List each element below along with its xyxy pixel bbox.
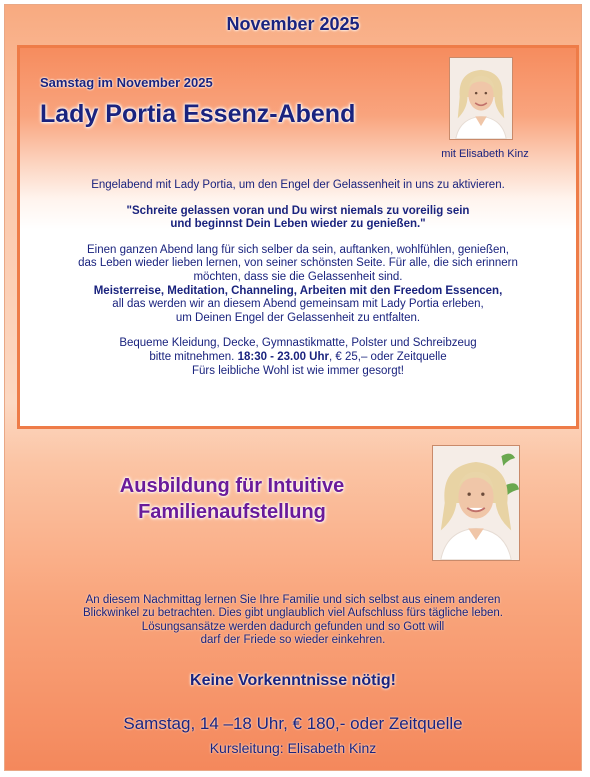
event1-bring-prefix: bitte mitnehmen. xyxy=(149,350,238,363)
event2-body-line1: An diesem Nachmittag lernen Sie Ihre Familie und sich selbst aus einem anderen xyxy=(85,594,501,606)
event-lady-portia-box xyxy=(17,45,579,429)
event1-quote-line1: "Schreite gelassen voran und Du wirst niemals zu voreilig sein xyxy=(126,204,470,217)
event2-title-line2: Familienaufstellung xyxy=(138,501,326,523)
event1-time: 18:30 - 23.00 Uhr xyxy=(237,350,329,363)
portrait-icon xyxy=(450,58,512,139)
event1-description xyxy=(20,179,576,378)
event1-host: mit Elisabeth Kinz xyxy=(441,148,529,160)
event2-body-line2: Blickwinkel zu betrachten. Dies gibt unglaublich viel Aufschluss fürs tägliche leben. xyxy=(83,607,503,620)
month-heading: November 2025 xyxy=(226,14,360,34)
flyer-page xyxy=(4,4,582,771)
event2-note: Keine Vorkenntnisse nötig! xyxy=(190,672,396,689)
event1-body-line2: das Leben wieder lieben lernen, von seiner schönsten Seite. Für alle, die sich erinnern xyxy=(78,257,518,270)
event1-bring-line2 xyxy=(20,351,576,365)
event1-food: Fürs leibliche Wohl ist wie immer gesorgt! xyxy=(192,364,404,377)
event2-body-line4: darf der Friede so wieder einkehren. xyxy=(200,634,386,647)
event2-title-line1: Ausbildung für Intuitive xyxy=(119,475,345,497)
event1-title: Lady Portia Essenz-Abend xyxy=(40,100,356,128)
course-portrait-photo xyxy=(432,445,520,561)
event1-intro: Engelabend mit Lady Portia, um den Engel der Gelassenheit in uns zu aktivieren. xyxy=(91,179,505,191)
event1-body-line3: möchten, dass sie die Gelassenheit sind. xyxy=(193,270,403,283)
event1-body-line1: Einen ganzen Abend lang für sich selber da sein, auftanken, wohlfühlen, genießen, xyxy=(87,243,509,256)
event1-bring-line1: Bequeme Kleidung, Decke, Gymnastikmatte, Polster und Schreibzeug xyxy=(119,337,477,350)
host-portrait-photo xyxy=(449,57,513,140)
event1-body-line6: um Deinen Engel der Gelassenheit zu entfalten. xyxy=(175,311,421,324)
event2-leader: Kursleitung: Elisabeth Kinz xyxy=(209,740,377,756)
event1-body-line4: Meisterreise, Meditation, Channeling, Arbeiten mit den Freedom Essencen, xyxy=(93,284,503,297)
event1-price: , € 25,– oder Zeitquelle xyxy=(329,350,447,363)
event2-schedule: Samstag, 14 –18 Uhr, € 180,- oder Zeitquelle xyxy=(123,714,463,733)
event1-body-line5: all das werden wir an diesem Abend gemeinsam mit Lady Portia erleben, xyxy=(112,298,484,311)
event2-title xyxy=(67,473,397,525)
event1-date: Samstag im November 2025 xyxy=(40,75,213,90)
event2-body-line3: Lösungsansätze werden dadurch gefunden und so Gott will xyxy=(141,620,445,633)
event2-description xyxy=(5,594,581,648)
portrait-icon xyxy=(433,446,519,560)
event1-quote-line2: und beginnst Dein Leben wieder zu genießen." xyxy=(170,218,426,231)
